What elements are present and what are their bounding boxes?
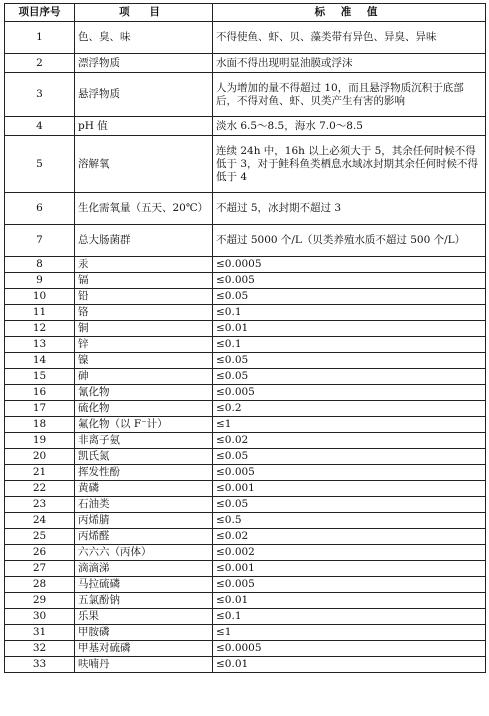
table-row	[5, 657, 486, 673]
row-item-number: 10	[5, 289, 75, 305]
row-item-name: 漂浮物质	[75, 54, 213, 73]
table-body	[5, 22, 486, 673]
row-item-number: 27	[5, 561, 75, 577]
row-item-name: 镍	[75, 353, 213, 369]
table-row	[5, 465, 486, 481]
row-standard-value: ≤0.1	[213, 609, 486, 625]
table-row	[5, 353, 486, 369]
row-item-number: 33	[5, 657, 75, 673]
row-item-number: 4	[5, 117, 75, 136]
header-item: 项 目	[75, 4, 213, 22]
row-item-number: 11	[5, 305, 75, 321]
row-item-name: 氰化物	[75, 385, 213, 401]
row-item-name: 黄磷	[75, 481, 213, 497]
row-item-number: 19	[5, 433, 75, 449]
table-row	[5, 305, 486, 321]
row-standard-value: ≤0.1	[213, 337, 486, 353]
table-row	[5, 369, 486, 385]
table-row	[5, 481, 486, 497]
row-standard-value: ≤0.05	[213, 289, 486, 305]
row-item-number: 30	[5, 609, 75, 625]
row-item-number: 12	[5, 321, 75, 337]
row-item-name: 总大肠菌群	[75, 225, 213, 257]
row-item-name: 五氯酚钠	[75, 593, 213, 609]
row-item-name: 汞	[75, 257, 213, 273]
row-standard-value: ≤0.005	[213, 577, 486, 593]
table-row	[5, 385, 486, 401]
row-standard-value: ≤0.02	[213, 529, 486, 545]
row-item-number: 21	[5, 465, 75, 481]
row-item-name: 石油类	[75, 497, 213, 513]
table-row	[5, 609, 486, 625]
table-row	[5, 136, 486, 193]
table-row	[5, 257, 486, 273]
row-item-name: 砷	[75, 369, 213, 385]
table-row	[5, 117, 486, 136]
row-standard-value: ≤0.01	[213, 657, 486, 673]
row-standard-value: ≤0.02	[213, 433, 486, 449]
row-item-name: 锌	[75, 337, 213, 353]
row-item-number: 24	[5, 513, 75, 529]
row-standard-value: 不超过 5000 个/L（贝类养殖水质不超过 500 个/L）	[213, 225, 486, 257]
table-row	[5, 225, 486, 257]
row-item-name: 马拉硫磷	[75, 577, 213, 593]
table-row	[5, 273, 486, 289]
table-row	[5, 497, 486, 513]
row-item-number: 28	[5, 577, 75, 593]
row-standard-value: 淡水 6.5～8.5，海水 7.0～8.5	[213, 117, 486, 136]
table-row	[5, 449, 486, 465]
table-row	[5, 561, 486, 577]
row-item-number: 8	[5, 257, 75, 273]
row-item-name: 滴滴涕	[75, 561, 213, 577]
row-item-number: 3	[5, 73, 75, 117]
row-standard-value: ≤0.05	[213, 369, 486, 385]
row-standard-value: 水面不得出现明显油膜或浮沫	[213, 54, 486, 73]
row-standard-value: ≤0.0005	[213, 257, 486, 273]
table-row	[5, 193, 486, 225]
table-row	[5, 22, 486, 54]
row-item-name: 凯氏氮	[75, 449, 213, 465]
row-standard-value: ≤0.001	[213, 561, 486, 577]
row-item-number: 14	[5, 353, 75, 369]
table-row	[5, 593, 486, 609]
row-item-number: 15	[5, 369, 75, 385]
row-item-name: 氟化物（以 F⁻计）	[75, 417, 213, 433]
row-item-name: 甲胺磷	[75, 625, 213, 641]
row-standard-value: ≤0.01	[213, 593, 486, 609]
table-row	[5, 73, 486, 117]
row-standard-value: 不得使鱼、虾、贝、藻类带有异色、异臭、异味	[213, 22, 486, 54]
row-standard-value: ≤0.2	[213, 401, 486, 417]
row-item-name: 丙烯醛	[75, 529, 213, 545]
row-standard-value: ≤0.001	[213, 481, 486, 497]
row-item-number: 31	[5, 625, 75, 641]
row-item-name: pH 值	[75, 117, 213, 136]
table-row	[5, 433, 486, 449]
row-item-number: 23	[5, 497, 75, 513]
row-standard-value: ≤0.005	[213, 273, 486, 289]
row-item-name: 非离子氨	[75, 433, 213, 449]
row-standard-value: ≤0.05	[213, 449, 486, 465]
table-row	[5, 513, 486, 529]
row-item-number: 7	[5, 225, 75, 257]
table-row	[5, 54, 486, 73]
row-item-number: 17	[5, 401, 75, 417]
table-header-row	[5, 4, 486, 22]
table-row	[5, 641, 486, 657]
row-standard-value: ≤0.05	[213, 497, 486, 513]
table-row	[5, 545, 486, 561]
row-item-number: 2	[5, 54, 75, 73]
header-item-number: 项目序号	[5, 4, 75, 22]
row-item-number: 29	[5, 593, 75, 609]
row-standard-value: ≤0.005	[213, 465, 486, 481]
row-item-name: 六六六（丙体）	[75, 545, 213, 561]
row-standard-value: 不超过 5，冰封期不超过 3	[213, 193, 486, 225]
row-item-name: 铬	[75, 305, 213, 321]
row-item-name: 硫化物	[75, 401, 213, 417]
row-standard-value: ≤0.05	[213, 353, 486, 369]
row-item-name: 铜	[75, 321, 213, 337]
table-row	[5, 529, 486, 545]
row-item-number: 32	[5, 641, 75, 657]
row-item-name: 铅	[75, 289, 213, 305]
row-item-name: 挥发性酚	[75, 465, 213, 481]
row-item-number: 26	[5, 545, 75, 561]
row-item-name: 生化需氧量（五天、20℃）	[75, 193, 213, 225]
row-standard-value: ≤0.01	[213, 321, 486, 337]
row-item-name: 乐果	[75, 609, 213, 625]
table-row	[5, 321, 486, 337]
table-row	[5, 337, 486, 353]
row-standard-value: 人为增加的量不得超过 10，而且悬浮物质沉积于底部后，不得对鱼、虾、贝类产生有害的影响	[213, 73, 486, 117]
row-item-number: 6	[5, 193, 75, 225]
row-standard-value: ≤0.002	[213, 545, 486, 561]
row-standard-value: ≤0.0005	[213, 641, 486, 657]
row-item-number: 13	[5, 337, 75, 353]
row-item-name: 丙烯腈	[75, 513, 213, 529]
table-row	[5, 625, 486, 641]
row-item-name: 呋喃丹	[75, 657, 213, 673]
table-row	[5, 401, 486, 417]
row-item-number: 25	[5, 529, 75, 545]
row-item-name: 镉	[75, 273, 213, 289]
row-item-number: 9	[5, 273, 75, 289]
row-item-name: 溶解氧	[75, 136, 213, 193]
row-item-number: 5	[5, 136, 75, 193]
row-item-name: 色、臭、味	[75, 22, 213, 54]
row-item-number: 20	[5, 449, 75, 465]
row-standard-value: ≤0.005	[213, 385, 486, 401]
row-item-name: 甲基对硫磷	[75, 641, 213, 657]
row-standard-value: ≤1	[213, 625, 486, 641]
row-item-name: 悬浮物质	[75, 73, 213, 117]
row-standard-value: 连续 24h 中，16h 以上必须大于 5，其余任何时候不得低于 3，对于鲑科鱼类栖息水域冰封期其余任何时候不得低于 4	[213, 136, 486, 193]
table-row	[5, 577, 486, 593]
row-item-number: 22	[5, 481, 75, 497]
document-page	[4, 3, 485, 673]
table-row	[5, 417, 486, 433]
table-row	[5, 289, 486, 305]
header-standard-value: 标 准 值	[213, 4, 486, 22]
row-item-number: 18	[5, 417, 75, 433]
row-item-number: 16	[5, 385, 75, 401]
row-standard-value: ≤0.1	[213, 305, 486, 321]
row-item-number: 1	[5, 22, 75, 54]
row-standard-value: ≤1	[213, 417, 486, 433]
water-quality-standard-table	[4, 3, 486, 673]
row-standard-value: ≤0.5	[213, 513, 486, 529]
